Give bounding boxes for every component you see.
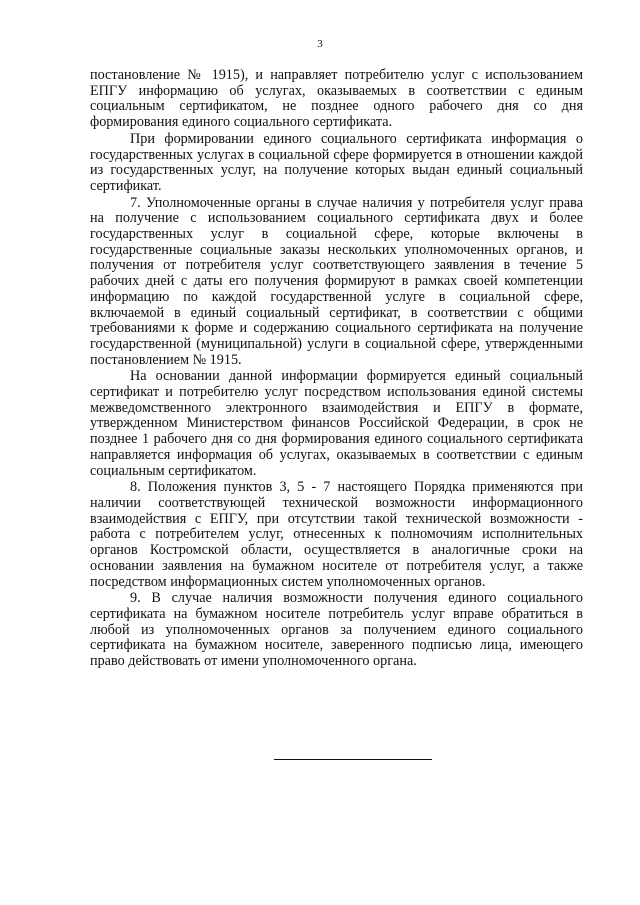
paragraph-item-9: 9. В случае наличия возможности получения единого социального сертификата на бумажном носителе потребитель услуг вправе обратиться в любой из уполномоченных органов за получением единого социального сертификата на бумажном носителе, заверенного подписью лица, имеющего право действовать от имени уполномоченного органа. (90, 590, 583, 670)
page-number: 3 (317, 38, 323, 50)
paragraph-item-8: 8. Положения пунктов 3, 5 - 7 настоящего Порядка применяются при наличии соответствующей технической возможности информационного взаимодействия с ЕПГУ, при отсутствии такой технической возможности - работа с потребителем услуг, отнесенных к полномочиям исполнительных органов Костромской области, осуществляется в аналогичные сроки на основании заявления на бумажном носителе от потребителя услуг, а также посредством информационных систем уполномоченных органов. (90, 479, 583, 590)
paragraph-certificate-info: При формировании единого социального сертификата информация о государственных услугах в социальной сфере формируется в отношении каждой из государственных услуг, на получение которых выдан единый социальный сертификат. (90, 130, 583, 194)
end-divider (274, 759, 432, 760)
document-body (90, 68, 583, 670)
paragraph-item-7: 7. Уполномоченные органы в случае наличия у потребителя услуг права на получение с использованием социального сертификата двух и более государственных услуг в социальной сфере, которые включены в государственные социальные заказы нескольких уполномоченных органов, и получения от потребителя услуг соответствующего заявления в течение 5 рабочих дней с даты его получения формируют в рамках своей компетенции информацию по каждой государственной услуге в социальной сфере, включаемой в единый социальный сертификат, в соответствии с общими требованиями к форме и содержанию социального сертификата на получение государственной (муниципальной) услуги в социальной сфере, утвержденными постановлением № 1915. (90, 194, 583, 368)
paragraph-unified-certificate: На основании данной информации формируется единый социальный сертификат и потребителю услуг посредством использования единой системы межведомственного электронного взаимодействия и ЕПГУ в формате, утвержденном Министерством финансов Российской Федерации, в срок не позднее 1 рабочего дня со дня формирования единого социального сертификата направляется информация об услугах, оказываемых в соответствии с единым социальным сертификатом. (90, 368, 583, 479)
paragraph-continuation: постановление № 1915), и направляет потребителю услуг с использованием ЕПГУ информацию об услугах, оказываемых в соответствии с единым социальным сертификатом, не позднее одного рабочего дня со дня формирования единого социального сертификата. (90, 67, 583, 131)
